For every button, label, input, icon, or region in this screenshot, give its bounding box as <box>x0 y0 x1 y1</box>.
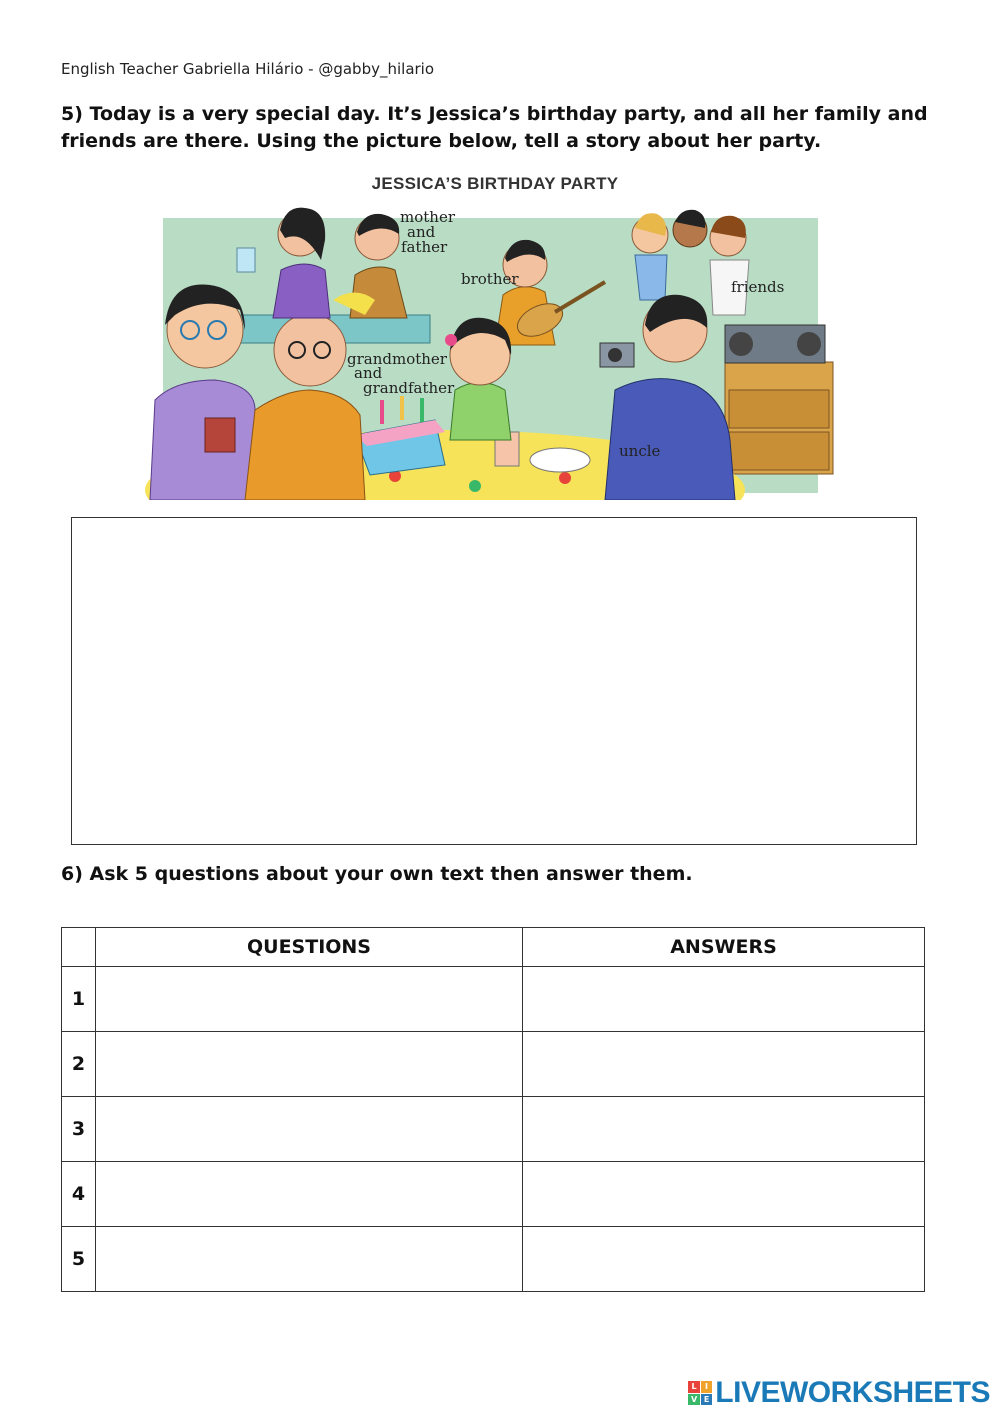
label-grandmother: grandmother <box>347 350 447 368</box>
answer-cell[interactable] <box>523 967 925 1032</box>
picture-title: JESSICA’S BIRTHDAY PARTY <box>371 174 619 193</box>
question-cell[interactable] <box>96 967 523 1032</box>
question-cell[interactable] <box>96 1162 523 1227</box>
teacher-credit: English Teacher Gabriella Hilário - @gabby_hilario <box>61 60 435 78</box>
row-number: 2 <box>62 1032 96 1097</box>
questions-column-header: QUESTIONS <box>96 928 523 967</box>
row-number: 1 <box>62 967 96 1032</box>
label-brother: brother <box>461 270 519 288</box>
label-uncle: uncle <box>619 442 661 460</box>
liveworksheets-logo-icon: L I V E <box>688 1381 712 1405</box>
number-column-header <box>62 928 96 967</box>
grandmother-figure <box>150 285 260 501</box>
table-header-row <box>62 928 925 967</box>
table-row <box>62 967 925 1032</box>
label-and-2: and <box>354 364 383 382</box>
label-father: father <box>401 238 448 256</box>
label-mother: mother <box>400 208 455 226</box>
answer-cell[interactable] <box>523 1097 925 1162</box>
party-illustration <box>145 172 845 500</box>
question-cell[interactable] <box>96 1227 523 1292</box>
exercise-5-prompt: 5) Today is a very special day. It’s Jessica’s birthday party, and all her family and friends are there. Using the picture below, tell a story about her party. <box>61 103 928 152</box>
row-number: 4 <box>62 1162 96 1227</box>
question-cell[interactable] <box>96 1097 523 1162</box>
table-row <box>62 1032 925 1097</box>
label-grandfather: grandfather <box>363 379 455 397</box>
story-writing-box[interactable] <box>71 517 917 845</box>
table-row <box>62 1227 925 1292</box>
table-row <box>62 1162 925 1227</box>
answer-cell[interactable] <box>523 1227 925 1292</box>
party-scene <box>145 200 845 500</box>
answer-cell[interactable] <box>523 1162 925 1227</box>
row-number: 5 <box>62 1227 96 1292</box>
label-friends: friends <box>731 278 785 296</box>
exercise-6-prompt: 6) Ask 5 questions about your own text then answer them. <box>61 863 693 885</box>
table-row <box>62 1097 925 1162</box>
liveworksheets-watermark <box>688 1376 990 1410</box>
answer-cell[interactable] <box>523 1032 925 1097</box>
row-number: 3 <box>62 1097 96 1162</box>
question-cell[interactable] <box>96 1032 523 1097</box>
questions-answers-table <box>61 927 925 1292</box>
plate <box>530 448 590 472</box>
label-and-1: and <box>407 223 436 241</box>
liveworksheets-brand: LIVEWORKSHEETS <box>715 1376 990 1409</box>
answers-column-header: ANSWERS <box>523 928 925 967</box>
